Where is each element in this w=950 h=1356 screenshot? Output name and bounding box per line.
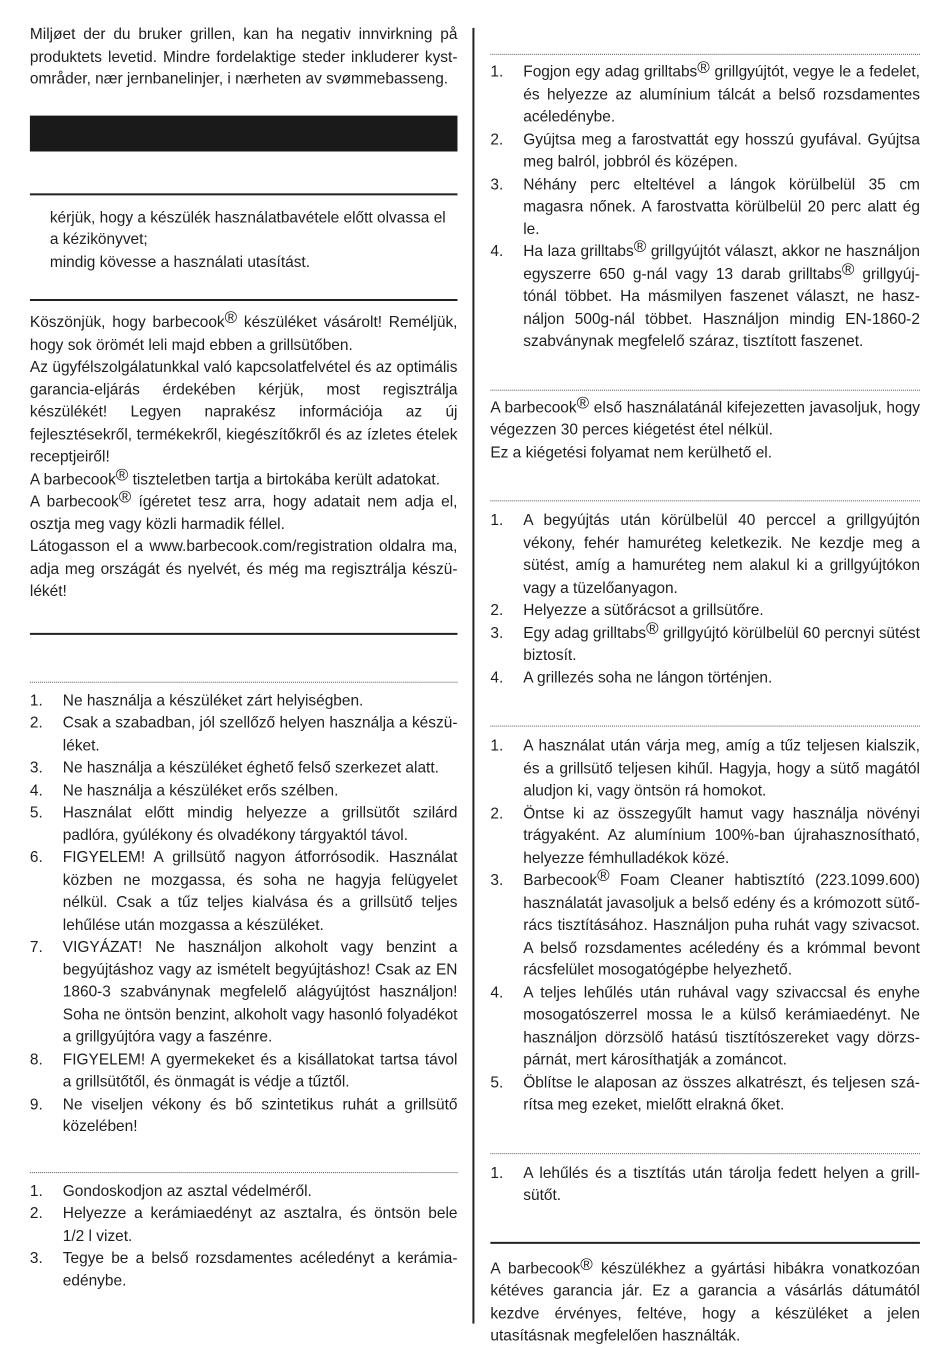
list-item: 5. Öblítse le alaposan az összes alkatrészt, és teljesen szárítsa meg ezeket, mielőtt elrakná őket. [490,1073,920,1114]
list-number: 3. [29,759,43,777]
section-rule-dotted [490,1153,920,1154]
list-item: 3. Barbecook® Foam Cleaner habtisztító (223.1099.600) használatát javasoljuk a belső edény és a krómozott sütőrács tisztításához. Használjon puha ruhát vagy szivacsot. A belső rozsdamentes acéledény és a krómmal bevont rácsfelület mosogatógépbe helyezhető. [490,866,920,979]
first-use-paragraph: Ez a kiégetési folyamat nem kerülhető el. [490,444,773,461]
list-number: 2. [29,714,43,732]
lighting-list [490,57,920,354]
list-number: 2. [490,131,504,149]
warning-bullets [30,207,458,274]
section-rule-dotted [490,389,920,390]
environment-note: Miljøet der du bruker grillen, kan ha negativ innvirkning på produktets levetid. Mindre fordelaktige steder inkluderer kystområder, nær jernbanelinjer, i nærheten av svømmebasseng. [29,25,458,88]
column-divider [472,28,474,1324]
list-item: 2. Öntse ki az összegyűlt hamut vagy használja növényi trágyaként. Az alumínium 100%-ban újrahasznosítható, helyezze fémhulladékok közé. [490,804,920,867]
list-item: 8. FIGYELEM! A gyermekeket és a kisállatokat tartsa távol a grillsütőtől, és önmagát is védje a tűztől. [29,1050,458,1091]
list-number: 1. [29,692,43,710]
list-number: 8. [29,1050,43,1068]
list-item: 1. Ne használja a készüléket zárt helyiségben. [30,690,458,712]
right-column [490,24,920,1348]
warranty-text: A barbecook® készülékhez a gyártási hibákra vonatkozóan kétéves garancia jár. Ez a garancia a vásárlás dátumától kezdve érvényes, feltéve, hogy a készüléket a jelen utasításnak megfelelően használták. [490,1254,920,1345]
section-rule [30,193,458,195]
section-rule [30,632,458,634]
list-item: 1. A lehűlés és a tisztítás után tárolja fedett helyen a grillsütőt. [490,1164,920,1204]
list-number: 2. [490,804,504,822]
list-number: 5. [490,1073,504,1091]
list-item: 4. Ne használja a készüléket erős szélben. [30,780,458,802]
list-item: 2. Helyezze a kerámiaedényt az asztalra, és öntsön bele 1/2 l vizet. [29,1204,458,1245]
list-item: 3. Néhány perc elteltével a lángok körülbelül 35 cm magasra nőnek. A farostvatta körülbelül 20 perc alatt ég le. [490,175,920,238]
list-number: 2. [490,601,504,619]
grilling-list [490,510,920,689]
cleaning-list [490,736,920,1117]
list-number: 3. [490,624,504,642]
list-item: 3. Ne használja a készüléket éghető felső szerkezet alatt. [30,757,458,779]
thanks-paragraph: Köszönjük, hogy barbecook® készüléket vásárolt! Reméljük, hogy sok örömét leli majd ebben a grillsütőben. [29,307,458,354]
list-number: 1. [490,63,504,81]
list-number: 1. [490,512,504,530]
list-number: 1. [490,737,504,755]
list-number: 4. [29,781,43,799]
setup-list [30,1181,458,1293]
first-use-text [490,393,920,464]
thanks-paragraph: A barbecook® tiszteletben tartja a birtokába került adatokat. [29,464,441,488]
section-rule-dotted [30,681,458,682]
list-item: 3. Tegye be a belső rozsdamentes acéledényt a kerámiaedénybe. [29,1249,458,1290]
list-item: 2. Csak a szabadban, jól szellőző helyen használja a készüléket. [29,714,458,754]
list-number: 6. [29,849,43,867]
list-number: 3. [490,872,504,890]
list-number: 4. [490,984,504,1002]
warning-bullet: mindig kövesse a használati utasítást. [49,253,311,271]
section-rule-dotted [490,726,920,727]
list-number: 9. [29,1095,43,1113]
list-item: 3. Egy adag grilltabs® grillgyújtó körülbelül 60 percnyi sütést biztosít. [490,618,920,664]
list-number: 4. [490,669,504,687]
list-number: 3. [29,1249,43,1267]
list-number: 1. [29,1182,43,1200]
list-number: 2. [29,1204,43,1222]
list-number: 3. [490,175,504,193]
list-item: 1. A használat után várja meg, amíg a tűz teljesen kialszik, és a grillsütő teljesen kihűl. Hagyja, hogy a sütő magától aludjon ki, vagy öntsön rá homokot. [490,737,920,800]
warning-bullet: kérjük, hogy a készülék használatbavétele előtt olvassa el a kézikönyvet; [49,208,446,249]
list-item: 4. A teljes lehűlés után ruhával vagy szivaccsal és enyhe mosogatószerrel mossa le a külső kerámiaedényt. Ne használjon dörzsölő hatású tisztítószereket vagy dörzspárnát, mert károsíthatják a zománcot. [490,984,920,1069]
thanks-paragraph: A barbecook® ígéretet tesz arra, hogy adatait nem adja el, osztja meg vagy közli harmadik féllel. [29,487,458,533]
list-item: 7. VIGYÁZAT! Ne használjon alkoholt vagy benzint a begyújtáshoz vagy az ismételt begyújtáshoz! Csak az EN 1860-3 szabványnak megfelelő alágyújtóst használjon! Soha ne öntsön benzint, alkoholt vagy hasonló folyadékot a grillgyújtóra vagy a faszénre. [29,938,458,1046]
section-rule-dotted [490,54,920,55]
list-item: 1. Gondoskodjon az asztal védelméről. [30,1181,458,1203]
left-column [30,24,458,1293]
thank-you-text [29,307,458,604]
thanks-paragraph: Az ügyfélszolgálatunkkal való kapcsolatfelvétel és az optimális garancia-eljárás érdekében kérjük, most regisztrálja készülékét! Legyen naprakész információja az új fejlesztésekről, termékekről, kiegészítőkről és az ízletes ételek receptjeiről! [29,358,458,466]
storage-list [490,1163,920,1208]
section-header-bar [30,115,458,151]
list-item: 2. Helyezze a sütőrácsot a grillsütőre. [490,600,920,622]
list-item: 4. Ha laza grilltabs® grillgyújtót választ, akkor ne használjon egyszerre 650 g-nál vagy 13 darab grilltabs® grillgyújtónál többet. Ha másmilyen faszenet választ, ne használjon 500g-nál többet. Használjon mindig EN-1860-2 szabványnak megfelelő száraz, tisztított faszenet. [490,237,920,350]
list-item: 1. Fogjon egy adag grilltabs® grillgyújtót, vegye le a fedelet, és helyezze az alumínium tálcát a belső rozsdamentes acéledénybe. [490,57,920,126]
safety-list [30,690,458,1139]
section-rule [30,299,458,301]
section-rule-dotted [490,500,920,501]
thanks-paragraph: Látogasson el a www.barbecook.com/registration oldalra ma, adja meg országát és nyelvét, és még ma regisztrálja készülékét! [29,538,458,600]
list-item: 6. FIGYELEM! A grillsütő nagyon átforrósodik. Használat közben ne mozgassa, és soha ne hagyja felügyelet nélkül. Csak a tűz teljes kialvása és a grillsütő teljes lehűlése után mozgassa a készüléket. [29,849,458,934]
list-item: 9. Ne viseljen vékony és bő szintetikus ruhát a grillsütő közelében! [29,1095,458,1136]
list-item: 4. A grillezés soha ne lángon történjen. [490,667,920,689]
list-item: 5. Használat előtt mindig helyezze a grillsütőt szilárd padlóra, gyúlékony és olvadékony tárgyaktól távol. [29,804,458,844]
list-number: 4. [490,243,504,261]
list-number: 5. [29,804,43,822]
list-item: 1. A begyújtás után körülbelül 40 perccel a grillgyújtón vékony, fehér hamuréteg keletkezik. Ne kezdje meg a sütést, amíg a hamuréteg nem alakul ki a grillgyújtókon vagy a tüzelőanyagon. [490,512,920,597]
list-number: 1. [490,1164,504,1182]
section-rule [490,1241,920,1243]
list-item: 2. Gyújtsa meg a farostvattát egy hosszú gyufával. Gyújtsa meg balról, jobbról és középen. [490,131,920,171]
section-rule-dotted [30,1172,458,1173]
list-number: 7. [29,938,43,956]
first-use-paragraph: A barbecook® első használatánál kifejezetten javasoljuk, hogy végezzen 30 perces kiégetést étel nélkül. [490,393,920,439]
